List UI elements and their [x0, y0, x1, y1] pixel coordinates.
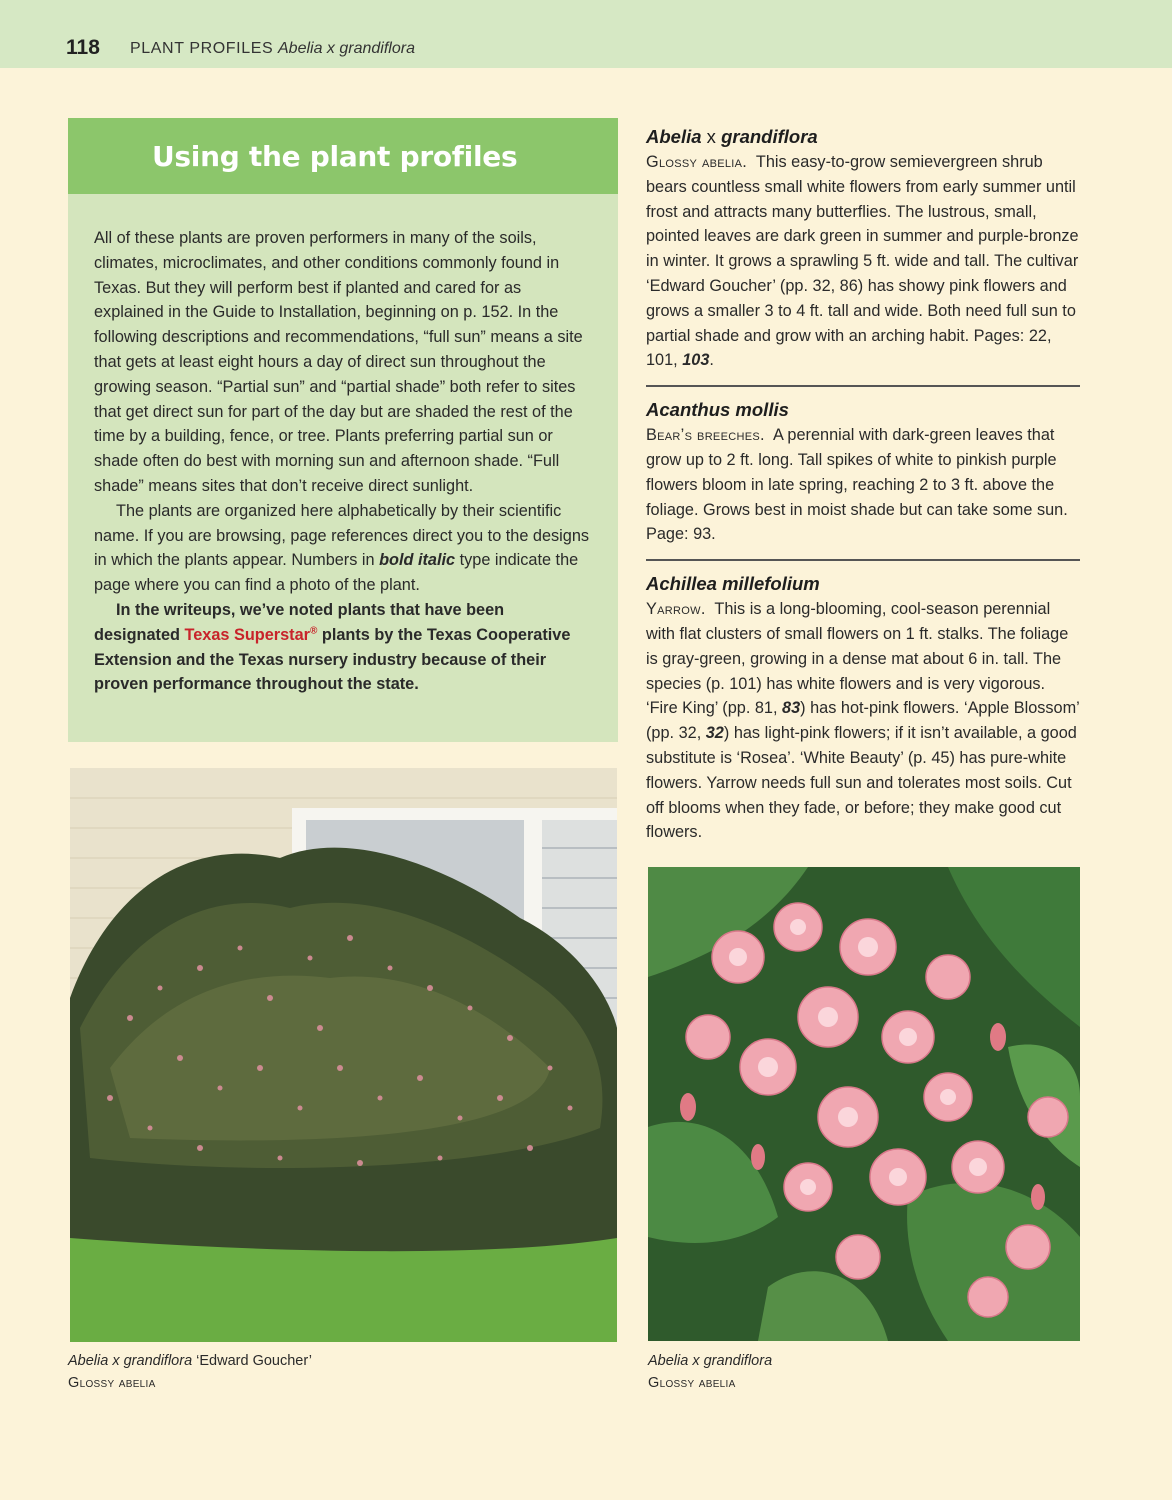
caption-left-photo: [68, 1350, 312, 1394]
profile-heading: Acanthus mollis: [646, 399, 789, 421]
sidebar-paragraph-3: In the writeups, we’ve noted plants that have been designated Texas Superstar® plants by the Texas Cooperative Extension and the Texas nursery industry because of their proven performance throughout the state.: [94, 600, 571, 694]
divider: [646, 385, 1080, 387]
plant-profiles-sidebar: [68, 118, 618, 742]
profile-abelia: [646, 124, 1080, 373]
sidebar-body: [94, 226, 594, 697]
photo-page-ref: 103: [682, 351, 710, 370]
header-plant-name: Abelia x grandiflora: [278, 40, 415, 57]
bold-italic-term: bold italic: [379, 551, 456, 570]
caption-scientific-name: Abelia x grandiflora: [68, 1353, 193, 1369]
profile-acanthus: [646, 397, 1080, 547]
caption-scientific-name: Abelia x grandiflora: [648, 1353, 773, 1369]
caption-right-photo: [648, 1350, 772, 1394]
shrub-photo-image: [70, 768, 617, 1342]
sidebar-paragraph-1: All of these plants are proven performers in many of the soils, climates, microclimates, and other conditions commonly found in Texas. But they will perform best if planted and cared for as explained in the Guide to Installation, beginning on p. 152. In the following descriptions and recommendations, “full sun” means a site that gets at least eight hours a day of direct sun throughout the growing season. “Partial sun” and “partial shade” both refer to sites that get direct sun for part of the day but are shaded the rest of the time by a building, fence, or tree. Plants preferring partial sun or shade often do best with morning sun and afternoon shade. “Full shade” means sites that don’t receive direct sunlight.: [94, 229, 583, 495]
profile-heading: Abelia x grandiflora: [646, 126, 818, 147]
photo-edward-goucher-shrub: [70, 768, 617, 1342]
photo-page-ref: 83: [782, 699, 801, 718]
caption-cultivar: ‘Edward Goucher’: [192, 1353, 312, 1369]
profile-achillea: [646, 571, 1080, 845]
sidebar-title-bar: [68, 118, 618, 194]
photo-glossy-abelia-flowers: [648, 867, 1080, 1341]
texas-superstar-term: Texas Superstar®: [184, 625, 318, 644]
divider: [646, 559, 1080, 561]
profile-text: Glossy abelia. This easy-to-grow semievergreen shrub bears countless small white flowers from early summer until frost and attracts many butterflies. The lustrous, small, pointed leaves are dark green in summer and purple-bronze in winter. It grows a sprawling 5 ft. wide and tall. The cultivar ‘Edward Goucher’ (pp. 32, 86) has showy pink flowers and grows a smaller 3 to 4 ft. tall and wide. Both need full sun to partial shade and grow with an arching habit. Pages: 22, 101, 103.: [646, 153, 1079, 370]
profiles-column: [646, 124, 1080, 845]
caption-common-name: Glossy abelia: [648, 1375, 736, 1391]
sidebar-paragraph-2: The plants are organized here alphabetically by their scientific name. If you are browsing, page references direct you to the designs in which the plants appear. Numbers in bold italic type indicate the page where you can find a photo of the plant.: [94, 501, 590, 595]
flower-photo-image: [648, 867, 1080, 1341]
section-title: PLANT PROFILES: [130, 40, 274, 57]
running-header: [0, 0, 1172, 68]
profile-text: Bear’s breeches. A perennial with dark-green leaves that grow up to 2 ft. long. Tall spikes of white to pinkish purple flowers bloom in late spring, reaching 2 to 3 ft. above the foliage. Grows best in moist shade but can take some sun. Page: 93.: [646, 426, 1068, 544]
photo-page-ref: 32: [705, 724, 724, 743]
sidebar-title: Using the plant profiles: [152, 140, 518, 173]
common-name: Yarrow.: [646, 600, 706, 619]
page-number: 118: [66, 36, 100, 59]
common-name: Glossy abelia.: [646, 153, 748, 171]
common-name: Bear’s breeches.: [646, 426, 765, 445]
profile-text: Yarrow. This is a long-blooming, cool-season perennial with flat clusters of small flowers on 1 ft. stalks. The foliage is gray-green, growing in a dense mat about 6 in. tall. The species (p. 101) has white flowers and is very vigorous. ‘Fire King’ (pp. 81, 83) has hot-pink flowers. ‘Apple Blossom’ (pp. 32, 32) has light-pink flowers; if it isn’t available, a good substitute is ‘Rosea’. ‘White Beauty’ (p. 45) has pure-white flowers. Yarrow needs full sun and tolerates most soils. Cut off blooms when they fade, or before; they make good cut flowers.: [646, 600, 1080, 842]
profile-heading: Achillea millefolium: [646, 573, 820, 595]
caption-common-name: Glossy abelia: [68, 1375, 156, 1391]
